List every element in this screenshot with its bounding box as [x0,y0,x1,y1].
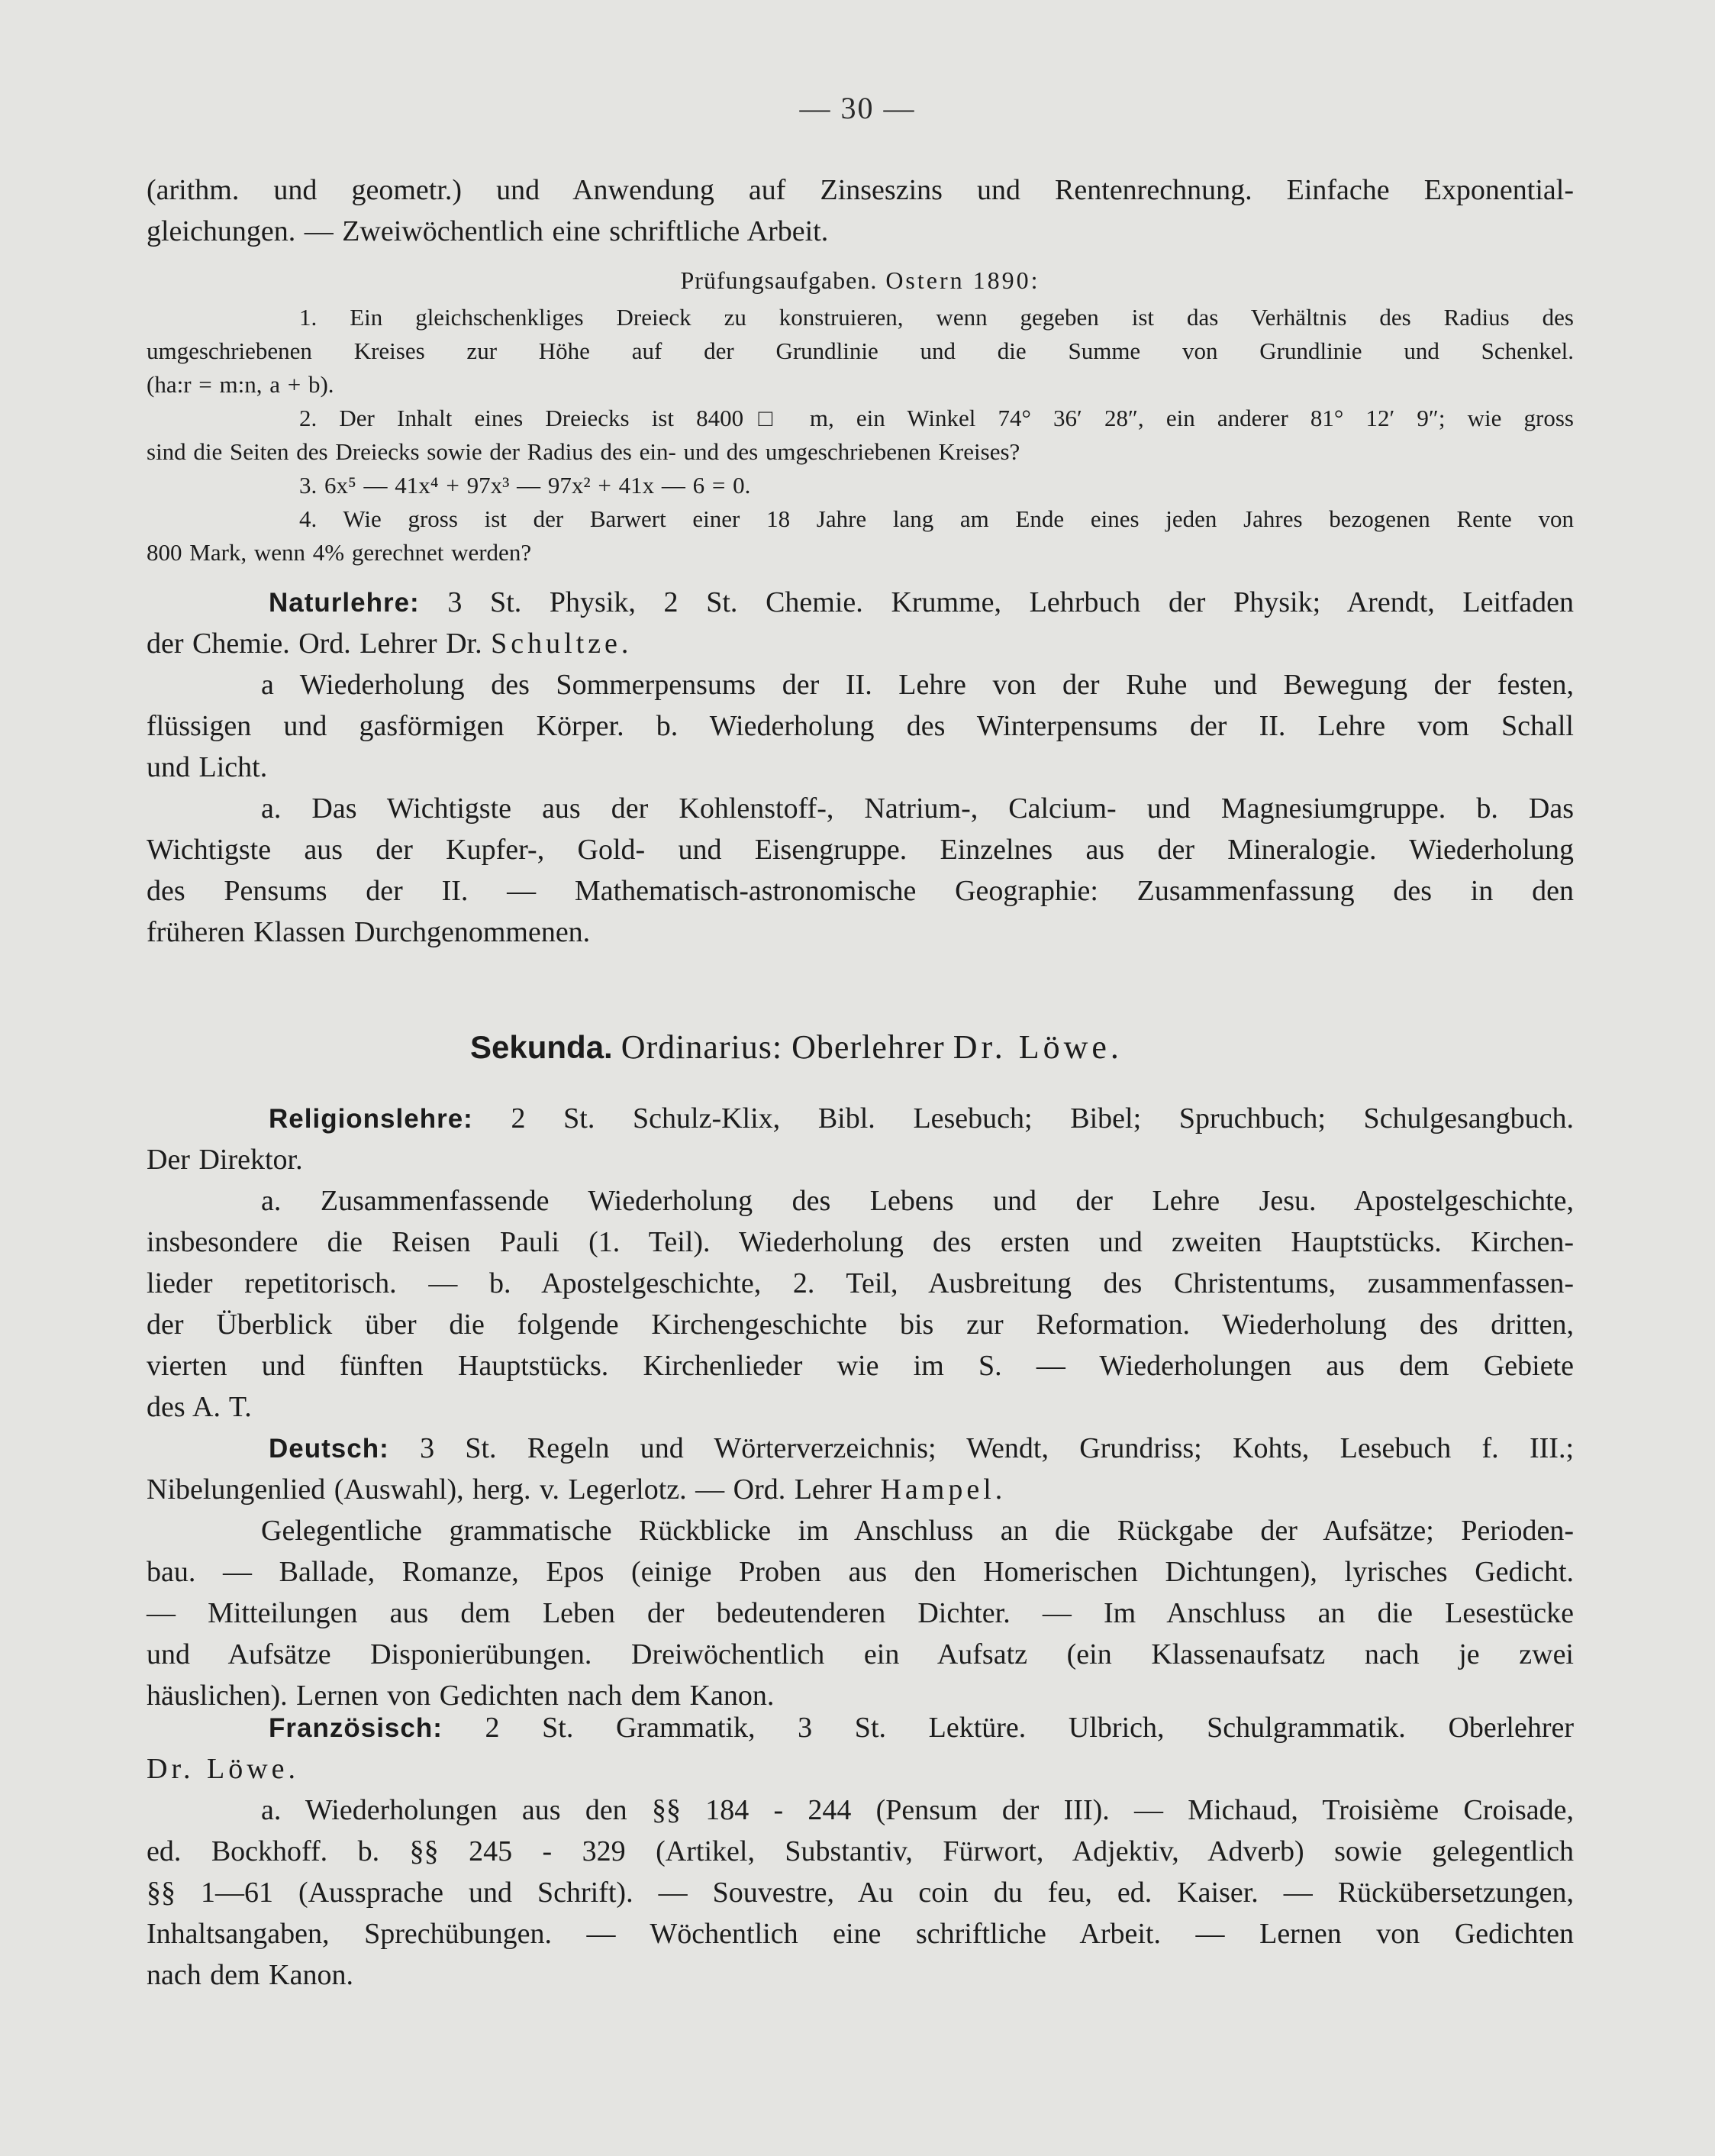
naturlehre-first-line-rest: 3 St. Physik, 2 St. Chemie. Krumme, Lehrbuch der Physik; Arendt, Leitfaden [447,586,1575,618]
text-line: und Aufsätze Disponierübungen. Dreiwöchentlich ein Aufsatz (ein Klassenaufsatz nach je zwei [147,1638,1574,1670]
exam-label: Prüfungsaufgaben. [680,266,878,294]
text-line: der Überblick über die folgende Kirchengeschichte bis zur Reformation. Wiederholung des dritten, [147,1309,1574,1341]
exam-date: Ostern 1890: [885,266,1040,294]
exam-task-line: 800 Mark, wenn 4% gerechnet werden? [147,539,532,566]
exam-task-line: 4. Wie gross ist der Barwert einer 18 Jahre lang am Ende eines jeden Jahres bezogenen Rente von [299,505,1574,532]
religion-heading: Religionslehre: [269,1104,473,1134]
sekunda-title: Sekunda. [470,1029,613,1065]
text-line: des A. T. [147,1391,252,1423]
deutsch-first-line [147,1428,1574,1469]
text-line: lieder repetitorisch. — b. Apostelgeschichte, 2. Teil, Ausbreitung des Christentums, zusammenfassen- [147,1267,1574,1299]
page-number: — 30 — [799,91,916,125]
text-line: bau. — Ballade, Romanze, Epos (einige Proben aus den Homerischen Dichtungen), lyrisches Gedicht. [147,1556,1574,1588]
text-line: ed. Bockhoff. b. §§ 245 - 329 (Artikel, Substantiv, Fürwort, Adjektiv, Adverb) sowie gelegentlich [147,1835,1574,1867]
deutsch-second-line-prefix: Nibelungenlied (Auswahl), herg. v. Legerlotz. — Ord. Lehrer [147,1473,872,1506]
franzoesisch-teacher: Dr. Löwe. [147,1753,300,1785]
religion-first-line [147,1098,1574,1139]
text-line: früheren Klassen Durchgenommenen. [147,916,591,948]
deutsch-teacher: Hampel. [880,1473,1007,1506]
religion-section [147,1098,1574,1428]
exam-task-line: 3. 6x⁵ — 41x⁴ + 97x³ — 97x² + 41x — 6 = 0. [299,472,751,499]
franzoesisch-first-line [147,1707,1574,1748]
text-line: a Wiederholung des Sommerpensums der II. Lehre von der Ruhe und Bewegung der festen, [261,669,1574,701]
franzoesisch-section [147,1707,1574,1996]
text-line: des Pensums der II. — Mathematisch-astronomische Geographie: Zusammenfassung des in den [147,875,1574,907]
franzoesisch-second-line [147,1748,1574,1790]
text-line: Inhaltsangaben, Sprechübungen. — Wöchentlich eine schriftliche Arbeit. — Lernen von Gedichten [147,1918,1574,1950]
mathematics-continuation [147,169,1574,252]
franzoesisch-first-line-rest: 2 St. Grammatik, 3 St. Lektüre. Ulbrich, Schulgrammatik. Oberlehrer [485,1712,1574,1744]
naturlehre-second-line-prefix: der Chemie. Ord. Lehrer Dr. [147,628,482,660]
exam-task-line: 1. Ein gleichschenkliges Dreieck zu konstruieren, wenn gegeben ist das Verhältnis des Radius des [299,304,1574,331]
naturlehre-first-line [147,582,1574,623]
text-line: nach dem Kanon. [147,1959,353,1991]
text-line: (arithm. und geometr.) und Anwendung auf Zinseszins und Rentenrechnung. Einfache Exponential- [147,174,1574,206]
text-line: a. Wiederholungen aus den §§ 184 - 244 (Pensum der III). — Michaud, Troisième Croisade, [261,1794,1574,1826]
naturlehre-teacher: Schultze. [491,628,633,660]
text-line: flüssigen und gasförmigen Körper. b. Wiederholung des Winterpensums der II. Lehre vom Schall [147,710,1574,742]
naturlehre-second-line [147,623,1574,664]
text-line: §§ 1—61 (Aussprache und Schrift). — Souvestre, Au coin du feu, ed. Kaiser. — Rückübersetzungen, [147,1877,1574,1909]
deutsch-second-line [147,1469,1574,1510]
exam-task-line: umgeschriebenen Kreises zur Höhe auf der Grundlinie und die Summe von Grundlinie und Schenkel. [147,337,1574,364]
text-line: vierten und fünften Hauptstücks. Kirchenlieder wie im S. — Wiederholungen aus dem Gebiete [147,1350,1574,1382]
text-line: und Licht. [147,751,268,783]
sekunda-heading [470,1025,1123,1070]
text-line: häuslichen). Lernen von Gedichten nach dem Kanon. [147,1680,775,1712]
naturlehre-heading: Naturlehre: [269,588,420,618]
deutsch-first-line-rest: 3 St. Regeln und Wörterverzeichnis; Wendt, Grundriss; Kohts, Lesebuch f. III.; [420,1432,1575,1464]
text-line: a. Das Wichtigste aus der Kohlenstoff-, Natrium-, Calcium- und Magnesiumgruppe. b. Das [261,792,1574,825]
text-line: a. Zusammenfassende Wiederholung des Lebens und der Lehre Jesu. Apostelgeschichte, [261,1185,1574,1217]
deutsch-heading: Deutsch: [269,1434,389,1464]
exam-task-line: sind die Seiten des Dreiecks sowie der Radius des ein- und des umgeschriebenen Kreises? [147,438,1020,465]
naturlehre-section [147,582,1574,953]
deutsch-section [147,1428,1574,1716]
text-line: Wichtigste aus der Kupfer-, Gold- und Eisengruppe. Einzelnes aus der Mineralogie. Wiederholung [147,834,1574,866]
franzoesisch-heading: Französisch: [269,1713,443,1743]
exam-heading [147,260,1574,301]
exam-section [147,260,1574,570]
sekunda-ordinarius: Ordinarius: Oberlehrer [621,1028,945,1066]
text-line: gleichungen. — Zweiwöchentlich eine schriftliche Arbeit. [147,215,829,247]
exam-task-line: 2. Der Inhalt eines Dreiecks ist 8400□ m, ein Winkel 74° 36′ 28″, ein anderer 81° 12′ 9″; wie gross [299,405,1574,431]
religion-first-line-rest: 2 St. Schulz-Klix, Bibl. Lesebuch; Bibel; Spruchbuch; Schulgesangbuch. [511,1102,1574,1134]
text-line: Der Direktor. [147,1144,303,1176]
text-line: Gelegentliche grammatische Rückblicke im Anschluss an die Rückgabe der Aufsätze; Perioden- [261,1515,1574,1547]
exam-task-line: (ha:r = m:n, a + b). [147,371,334,398]
text-line: — Mitteilungen aus dem Leben der bedeutenderen Dichter. — Im Anschluss an die Lesestücke [147,1597,1574,1629]
text-line: insbesondere die Reisen Pauli (1. Teil). Wiederholung des ersten und zweiten Hauptstücks. Kirchen- [147,1226,1574,1258]
sekunda-ordinarius-name: Dr. Löwe. [953,1028,1123,1066]
